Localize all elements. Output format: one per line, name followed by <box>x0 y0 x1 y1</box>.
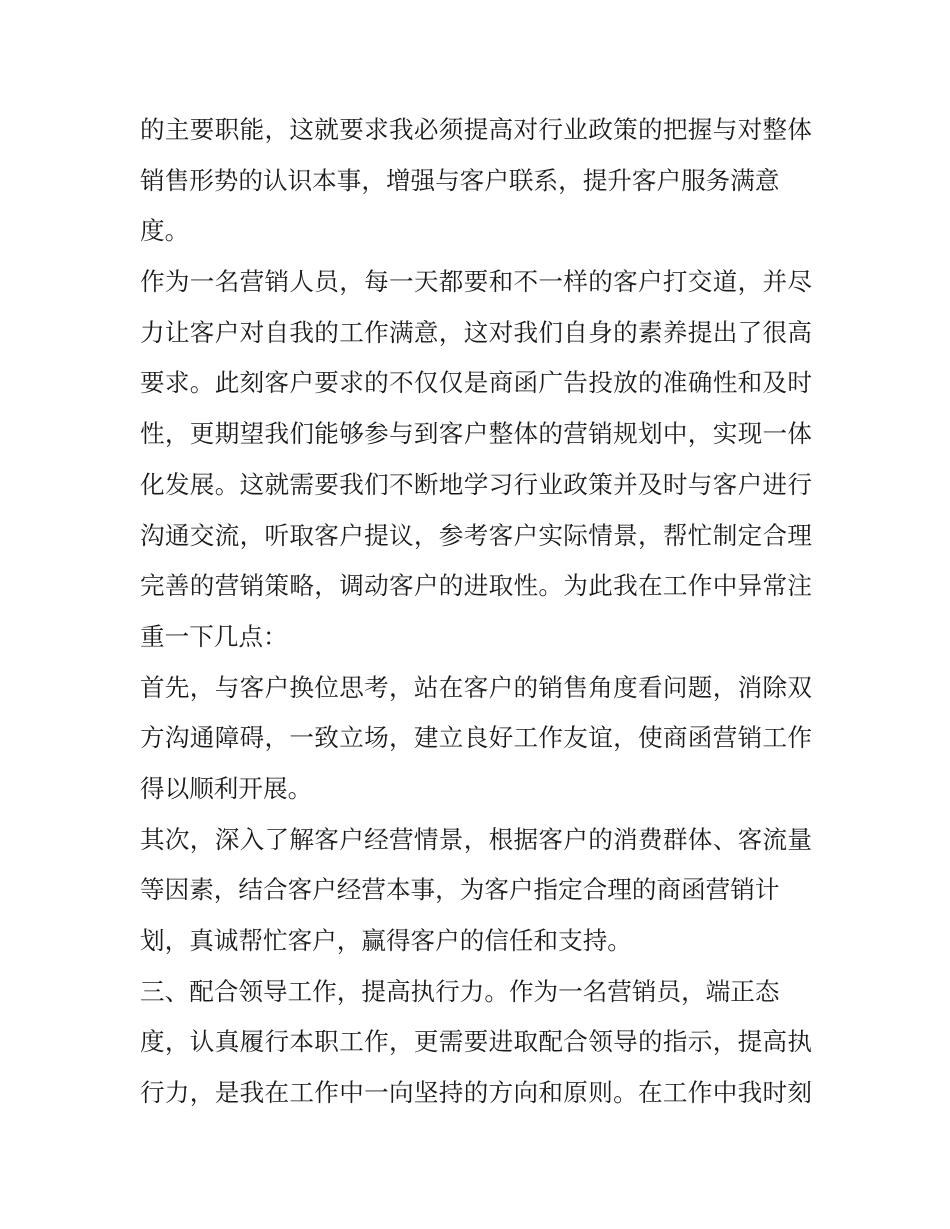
text-line: 销售形势的认识本事，增强与客户联系，提升客户服务满意 <box>140 165 780 195</box>
text-line: 度。 <box>140 216 190 246</box>
text-line: 力让客户对自我的工作满意，这对我们自身的素养提出了很高 <box>140 317 812 347</box>
text-line: 等因素，结合客户经营本事，为客户指定合理的商函营销计 <box>140 875 780 905</box>
text-line: 要求。此刻客户要求的不仅仅是商函广告投放的准确性和及时 <box>140 368 812 398</box>
text-line: 得以顺利开展。 <box>140 773 313 803</box>
text-line: 性，更期望我们能够参与到客户整体的营销规划中，实现一体 <box>140 419 812 449</box>
text-line: 三、配合领导工作，提高执行力。作为一名营销员，端正态 <box>140 976 780 1006</box>
body-text <box>140 105 812 1119</box>
text-line: 其次，深入了解客户经营情景，根据客户的消费群体、客流量 <box>140 824 812 854</box>
text-line: 方沟通障碍，一致立场，建立良好工作友谊，使商函营销工作 <box>140 723 812 753</box>
text-line: 首先，与客户换位思考，站在客户的销售角度看问题，消除双 <box>140 672 812 702</box>
text-line: 完善的营销策略，调动客户的进取性。为此我在工作中异常注 <box>140 571 812 601</box>
text-line: 行力，是我在工作中一向坚持的方向和原则。在工作中我时刻 <box>140 1078 812 1108</box>
text-line: 化发展。这就需要我们不断地学习行业政策并及时与客户进行 <box>140 469 812 499</box>
text-line: 度，认真履行本职工作，更需要进取配合领导的指示，提高执 <box>140 1027 812 1057</box>
text-line: 的主要职能，这就要求我必须提高对行业政策的把握与对整体 <box>140 115 812 144</box>
text-line: 划，真诚帮忙客户，赢得客户的信任和支持。 <box>140 926 632 955</box>
text-line: 作为一名营销人员，每一天都要和不一样的客户打交道，并尽 <box>140 267 812 297</box>
text-line: 重一下几点： <box>140 621 288 651</box>
text-line: 沟通交流，听取客户提议，参考客户实际情景，帮忙制定合理 <box>140 520 812 550</box>
